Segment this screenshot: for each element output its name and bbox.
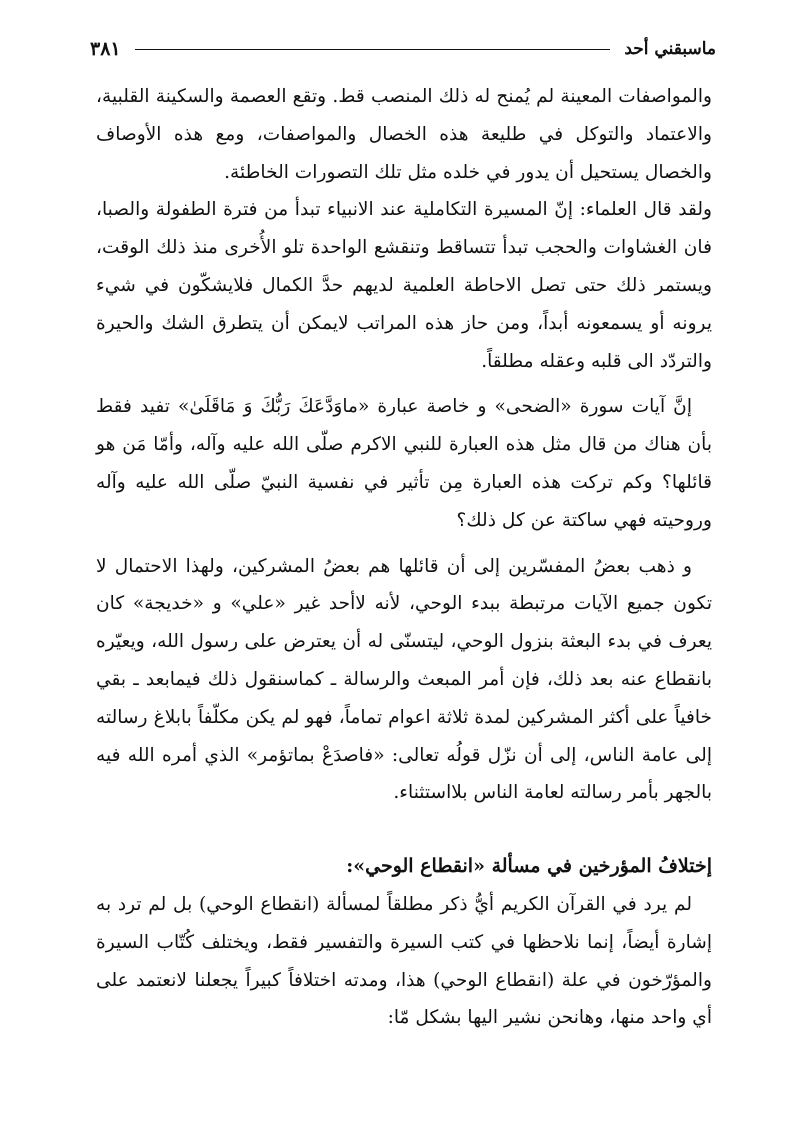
page-number: ٣٨١ bbox=[90, 38, 121, 60]
section-paragraph: لم يرد في القرآن الكريم أيُّ ذكر مطلقاً لمسألة (انقطاع الوحي) بل لم ترد به إشارة أيضاً، إنما نلاحظها في كتب السيرة والتفسير فقط، ويختلف كُتّاب السيرة والمؤرّخون في علة (انقطاع الوحي) هذا، ومدته اختلافاً كبيراً يجعلنا لانعتمد على أي واحد منها، وهانحن نشير اليها بشكل مّا: bbox=[96, 893, 712, 1029]
paragraph-4: و ذهب بعضُ المفسّرين إلى أن قائلها هم بعضُ المشركين، ولهذا الاحتمال لا تكون جميع الآيات مرتبطة ببدء الوحي، لأنه لاأحد غير «علي» و «خديجة» كان يعرف في بدء البعثة بنزول الوحي، ليتسنّى له أن يعترض على رسول الله، ويعيّره بانقطاع عنه بعد ذلك، فإن أمر المبعث والرسالة ـ كماسنقول ذلك فيمابعد ـ بقي خافياً على أكثر المشركين لمدة ثلاثة اعوام تماماً، فهو لم يكن مكلّفاً بابلاغ رسالته إلى عامة الناس، إلى أن نزّل قولُه تعالى: «فاصدَعْ بماتؤمر» الذي أمره الله فيه بالجهر بأمر رسالته لعامة الناس بلااستثناء. bbox=[96, 555, 712, 804]
paragraph-3: إنَّ آيات سورة «الضحى» و خاصة عبارة «ماوَدَّعَكَ رَبُّكَ وَ مَاقَلَىٰ» تفيد فقط بأن هناك من قال مثل هذه العبارة للنبي الاكرم صلّى الله عليه وآله، وأمّا مَن هو قائلها؟ وكم تركت هذه العبارة مِن تأثير في نفسية النبيّ صلّى الله عليه وآله وروحيته فهي ساكتة عن كل ذلك؟ bbox=[96, 396, 712, 531]
paragraph-1: والمواصفات المعينة لم يُمنح له ذلك المنصب قط. وتقع العصمة والسكينة القلبية، والاعتماد والتوكل في طليعة هذه الخصال والمواصفات، ومع هذه الأوصاف والخصال يستحيل أن يدور في خلده مثل تلك التصورات الخاطئة. bbox=[96, 86, 712, 183]
section-spacer bbox=[96, 812, 712, 848]
page-body bbox=[96, 78, 712, 1037]
running-title: ماسبقني أحد bbox=[624, 39, 716, 59]
paragraph-2: ولقد قال العلماء: إنّ المسيرة التكاملية عند الانبياء تبدأ من فترة الطفولة والصبا، فان الغشاوات والحجب تبدأ تتساقط وتنقشع الواحدة تلو الأُخرى منذ ذلك الوقت، ويستمر ذلك حتى تصل الاحاطة العلمية لديهم حدَّ الكمال فلايشكّون في شيء يرونه أو يسمعونه أبداً، ومن حاز هذه المراتب لايمكن أن يتطرق الشك والحيرة والتردّد الى قلبه وعقله مطلقاً. bbox=[96, 199, 712, 372]
paragraph-spacer bbox=[96, 540, 712, 548]
section-heading: إختلافُ المؤرخين في مسألة «انقطاع الوحي»: bbox=[346, 855, 712, 878]
paragraph-spacer bbox=[96, 380, 712, 388]
header-rule bbox=[135, 49, 611, 50]
page-header bbox=[90, 34, 716, 64]
